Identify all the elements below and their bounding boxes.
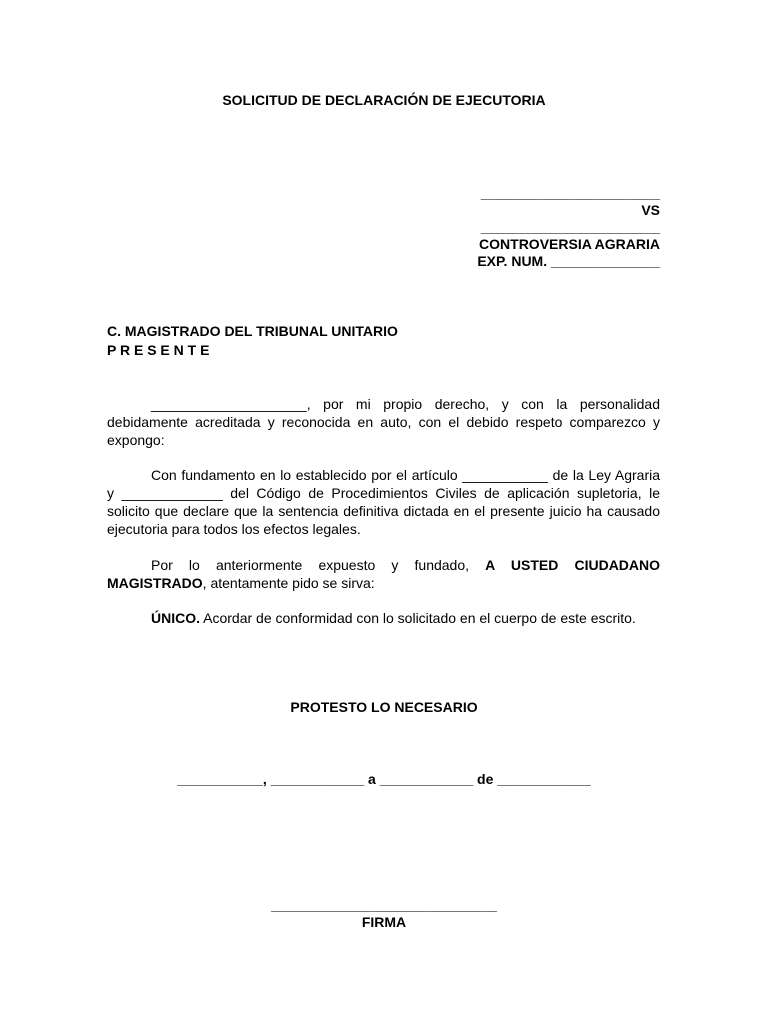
signature-line: _____________________________ <box>271 897 497 913</box>
paragraph-text: Por lo anteriormente expuesto y fundado, <box>151 557 470 573</box>
paragraph-unico <box>107 609 660 627</box>
unico-label: ÚNICO. <box>151 610 200 626</box>
paragraph-peticion <box>107 556 660 592</box>
versus-label: VS <box>641 202 660 218</box>
paragraph-text: , atentamente pido se sirva: <box>202 575 375 591</box>
date-place-line: ___________, ____________ a ____________ de ____________ <box>177 771 591 787</box>
paragraph-bold-text: A USTED CIUDADANO MAGISTRADO <box>107 557 661 591</box>
addressee-line: C. MAGISTRADO DEL TRIBUNAL UNITARIO <box>107 323 398 339</box>
presente-label: P R E S E N T E <box>107 342 210 358</box>
paragraph-fundamento <box>107 466 660 538</box>
firma-label: FIRMA <box>361 914 407 930</box>
paragraph-text: Con fundamento en lo establecido por el artículo ___________ de la Ley Agraria y _____________ del Código de Procedimientos Civiles de aplicación supletoria, le solicito que declare que la sentencia definitiva dictada en el presente juicio ha causado ejecutoria para todos los efectos legales. <box>107 467 660 537</box>
paragraph-text: ____________________, por mi propio derecho, y con la personalidad debidamente acreditada y reconocida en auto, con el debido respeto comparezco y expongo: <box>107 396 660 448</box>
protesto-heading: PROTESTO LO NECESARIO <box>290 699 478 715</box>
paragraph-comparecencia <box>107 395 660 449</box>
case-block <box>477 185 660 270</box>
party-two-line: _______________________ <box>480 219 660 235</box>
expediente-number: EXP. NUM. ______________ <box>477 253 660 269</box>
document-title: SOLICITUD DE DECLARACIÓN DE EJECUTORIA <box>222 92 546 108</box>
party-one-line: _______________________ <box>480 185 660 201</box>
controversia-label: CONTROVERSIA AGRARIA <box>479 236 660 252</box>
paragraph-text: Acordar de conformidad con lo solicitado en el cuerpo de este escrito. <box>203 610 636 626</box>
